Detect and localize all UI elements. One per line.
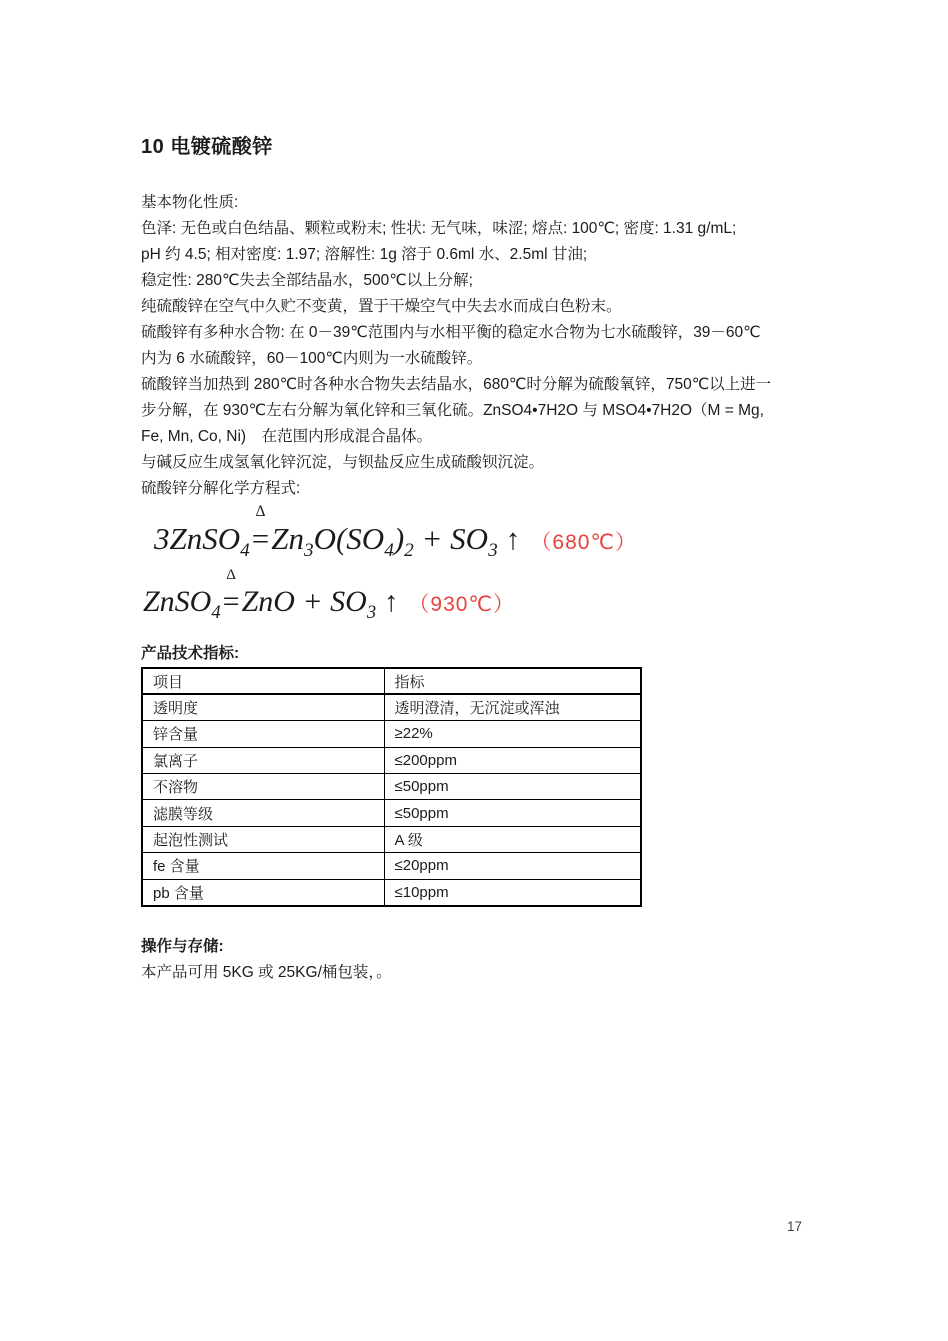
body-line: 纯硫酸锌在空气中久贮不变黄，置于干燥空气中失去水而成白色粉末。 — [141, 298, 622, 315]
body-line: 硫酸锌有多种水合物: 在 0－39℃范围内与水相平衡的稳定水合物为七水硫酸锌，39－60℃ — [141, 324, 761, 341]
table-header-item: 项目 — [142, 668, 384, 694]
delta-symbol: Δ — [226, 567, 236, 584]
gas-arrow-icon: ↑ — [505, 524, 521, 556]
table-header-row — [142, 668, 641, 694]
delta-equals-sign: Δ = — [222, 567, 240, 618]
body-line: 硫酸锌当加热到 280℃时各种水合物失去结晶水，680℃时分解为硫酸氧锌，750℃以上进一 — [141, 376, 772, 393]
table-row — [142, 694, 641, 720]
table-cell-item: fe 含量 — [142, 853, 384, 879]
table-cell-value: ≤20ppm — [384, 853, 641, 879]
table-cell-item: 氯离子 — [142, 747, 384, 773]
decomposition-equation-680: 3ZnSO$_4$ Δ $=Zn_3O(SO_4)_2 + SO_3$ ↑ （680℃） — [141, 512, 816, 566]
table-cell-item: pb 含量 — [142, 879, 384, 905]
table-row — [142, 826, 641, 852]
decomposition-equation-930: ZnSO$_4$ Δ $=ZnO + SO_3$ ↑ （930℃） — [141, 576, 816, 628]
equation-lhs: ZnSO — [143, 585, 212, 618]
spec-table-heading: 产品技术指标: — [141, 645, 240, 662]
body-line: 色泽: 无色或白色结晶、颗粒或粉末; 性状: 无气味，味涩; 熔点: 100℃; 密度: 1.31 g/mL; — [141, 220, 737, 237]
table-row — [142, 800, 641, 826]
equation-subscript: 4 — [211, 602, 221, 623]
gas-arrow-icon: ↑ — [384, 587, 399, 618]
table-row — [142, 774, 641, 800]
table-cell-value: ≤200ppm — [384, 747, 641, 773]
body-line: 稳定性: 280℃失去全部结晶水，500℃以上分解; — [141, 272, 473, 289]
body-line: 内为 6 水硫酸锌，60－100℃内则为一水硫酸锌。 — [141, 350, 483, 367]
table-row — [142, 853, 641, 879]
table-cell-value: 透明澄清，无沉淀或浑浊 — [384, 694, 641, 720]
temperature-annotation: （680℃） — [530, 531, 638, 554]
document-content — [141, 0, 816, 986]
spec-table — [141, 667, 642, 907]
table-cell-value: ≤50ppm — [384, 800, 641, 826]
table-cell-item: 滤膜等级 — [142, 800, 384, 826]
body-line: 与碱反应生成氢氧化锌沉淀，与钡盐反应生成硫酸钡沉淀。 — [141, 454, 545, 471]
body-line: Fe, Mn, Co, Ni) 在范围内形成混合晶体。 — [141, 428, 433, 445]
equation-lhs: 3ZnSO — [154, 521, 241, 556]
table-cell-value: ≥22% — [384, 721, 641, 747]
equation-subscript: 4 — [240, 540, 250, 562]
table-cell-value: A 级 — [384, 826, 641, 852]
body-line: 步分解，在 930℃左右分解为氧化锌和三氧化硫。ZnSO4•7H2O 与 MSO4•7H2O（M = Mg, — [141, 402, 764, 419]
table-cell-value: ≤50ppm — [384, 774, 641, 800]
table-row — [142, 879, 641, 905]
table-cell-item: 起泡性测试 — [142, 826, 384, 852]
table-cell-value: ≤10ppm — [384, 879, 641, 905]
body-line: 基本物化性质: — [141, 194, 239, 211]
body-line: pH 约 4.5; 相对密度: 1.97; 溶解性: 1g 溶于 0.6ml 水、2.5ml 甘油; — [141, 246, 588, 263]
section-title: 10 电镀硫酸锌 — [141, 136, 273, 158]
table-row — [142, 721, 641, 747]
body-line: 硫酸锌分解化学方程式: — [141, 480, 301, 497]
table-cell-item: 不溶物 — [142, 774, 384, 800]
delta-symbol: Δ — [255, 502, 266, 520]
table-cell-item: 锌含量 — [142, 721, 384, 747]
storage-body: 本产品可用 5KG 或 25KG/桶包装，。 — [141, 963, 392, 981]
delta-equals-sign: Δ = — [251, 502, 270, 556]
properties-paragraph — [141, 190, 816, 502]
temperature-annotation: （930℃） — [408, 593, 516, 616]
table-row — [142, 747, 641, 773]
page-number: 17 — [787, 1219, 803, 1234]
storage-heading: 操作与存储: — [141, 937, 224, 955]
table-header-value: 指标 — [384, 668, 641, 694]
table-cell-item: 透明度 — [142, 694, 384, 720]
